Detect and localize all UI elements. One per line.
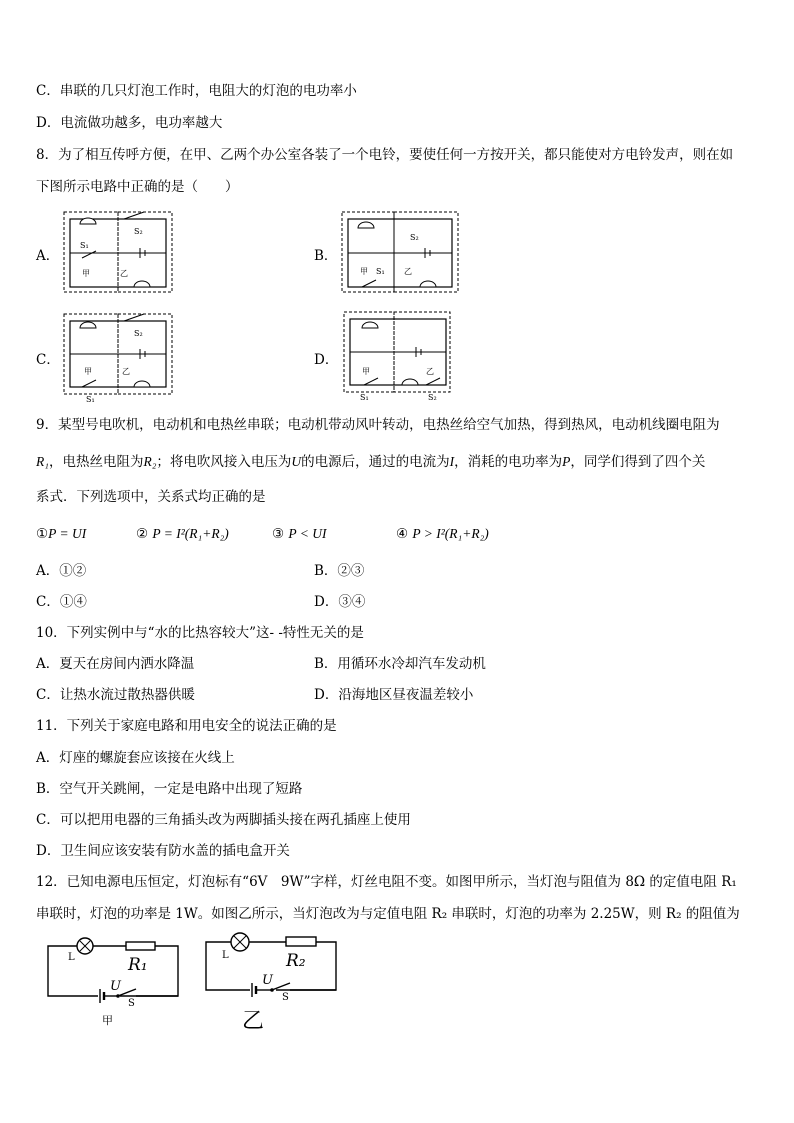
bell-icon xyxy=(402,379,418,385)
q9-option-d: D．③④ xyxy=(314,594,366,610)
q9-formula-2: ② P = I²(R₁+R₂) xyxy=(136,526,229,542)
room-yi-label: 乙 xyxy=(120,269,128,278)
q9-formula-3: ③ P < UI xyxy=(272,526,327,542)
bell-icon xyxy=(420,281,436,287)
room-jia-label: 甲 xyxy=(360,267,368,276)
voltage-label: U xyxy=(110,979,121,994)
q8-circuit-d xyxy=(342,310,454,404)
q8-circuit-b xyxy=(340,210,462,296)
q8-option-c-label: C． xyxy=(36,352,60,368)
q7-option-c: C．串联的几只灯泡工作时，电阻大的灯泡的电功率小 xyxy=(36,83,357,99)
q9-formula-4: ④ P > I²(R₁+R₂) xyxy=(396,526,489,542)
q9-option-a: A．①② xyxy=(36,563,87,579)
q8-stem-line2: 下图所示电路中正确的是（ ） xyxy=(36,179,239,195)
bell-icon xyxy=(134,381,150,387)
switch-s2-label: S₂ xyxy=(410,233,419,242)
q11-stem: 11．下列关于家庭电路和用电安全的说法正确的是 xyxy=(36,718,337,734)
q9-stem-line2: R₁，电热丝电阻为R₂；将电吹风接入电压为U的电源后，通过的电流为I，消耗的电功率为P，同学们得到了四个关 xyxy=(36,454,706,470)
q9-option-b: B．②③ xyxy=(314,563,365,579)
bell-icon xyxy=(134,281,150,287)
bell-icon xyxy=(80,322,96,328)
q11-option-d: D．卫生间应该安装有防水盖的插电盒开关 xyxy=(36,843,290,859)
q10-option-c: C．让热水流过散热器供暖 xyxy=(36,687,195,703)
q8-option-a-label: A． xyxy=(36,248,60,264)
switch-s2-label: S₂ xyxy=(134,329,143,338)
switch-label: S xyxy=(282,992,289,1003)
lamp-label: L xyxy=(222,950,229,961)
room-jia-label: 甲 xyxy=(362,367,370,376)
q12-figure-yi xyxy=(198,928,343,1033)
resistor-label: R₁ xyxy=(128,955,148,975)
q9-formula-1: ①P = UI xyxy=(36,526,87,542)
q8-stem-line1: 8．为了相互传呼方便，在甲、乙两个办公室各装了一个电铃，要使任何一方按开关，都只能使对方电铃发声，则在如 xyxy=(36,147,734,163)
q10-option-b: B．用循环水冷却汽车发动机 xyxy=(314,656,486,672)
q9-stem-line3: 系式．下列选项中，关系式均正确的是 xyxy=(36,489,266,505)
room-yi-label: 乙 xyxy=(122,367,130,376)
q7-option-d: D．电流做功越多，电功率越大 xyxy=(36,115,223,131)
room-jia-label: 甲 xyxy=(82,269,90,278)
resistor-icon xyxy=(286,937,316,946)
q12-stem-line1: 12．已知电源电压恒定，灯泡标有“6V 9W”字样，灯丝电阻不变。如图甲所示，当灯泡与阻值为 8Ω 的定值电阻 R₁ xyxy=(36,874,737,890)
bell-icon xyxy=(362,322,378,328)
room-jia-label: 甲 xyxy=(84,367,92,376)
switch-s2-label: S₂ xyxy=(428,393,437,402)
bell-icon xyxy=(358,222,374,228)
switch-s1-label: S₁ xyxy=(80,241,89,250)
q10-stem: 10．下列实例中与“水的比热容较大”这- -特性无关的是 xyxy=(36,625,364,641)
q8-option-b-label: B． xyxy=(314,248,338,264)
q11-option-c: C．可以把用电器的三角插头改为两脚插头接在两孔插座上使用 xyxy=(36,812,411,828)
q12-stem-line2: 串联时，灯泡的功率是 1W。如图乙所示，当灯泡改为与定值电阻 R₂ 串联时，灯泡的功率为 2.25W，则 R₂ 的阻值为 xyxy=(36,906,740,922)
room-yi-label: 乙 xyxy=(404,267,412,276)
q12-figure-jia xyxy=(40,932,185,1032)
figure-caption: 乙 xyxy=(242,1009,265,1033)
q8-option-d-label: D． xyxy=(314,352,339,368)
q8-circuit-c xyxy=(62,312,174,404)
q9-option-c: C．①④ xyxy=(36,594,87,610)
lamp-label: L xyxy=(68,952,75,963)
resistor-label: R₂ xyxy=(286,951,306,971)
q8-circuit-a xyxy=(62,210,174,296)
q10-option-d: D．沿海地区昼夜温差较小 xyxy=(314,687,474,703)
switch-s2-label: S₂ xyxy=(134,227,143,236)
switch-s1-label: S₁ xyxy=(86,395,95,404)
switch-label: S xyxy=(128,998,135,1009)
figure-caption: 甲 xyxy=(102,1014,113,1027)
resistor-icon xyxy=(126,942,155,950)
voltage-label: U xyxy=(262,973,273,988)
q10-option-a: A．夏天在房间内洒水降温 xyxy=(36,656,195,672)
q9-stem-line1: 9．某型号电吹机，电动机和电热丝串联；电动机带动风叶转动，电热丝给空气加热，得到热风，电动机线圈电阻为 xyxy=(36,417,720,433)
q11-option-b: B．空气开关跳闸，一定是电路中出现了短路 xyxy=(36,781,303,797)
q11-option-a: A．灯座的螺旋套应该接在火线上 xyxy=(36,750,235,766)
room-yi-label: 乙 xyxy=(426,367,434,376)
switch-s1-label: S₁ xyxy=(376,267,385,276)
switch-s1-label: S₁ xyxy=(360,393,369,402)
